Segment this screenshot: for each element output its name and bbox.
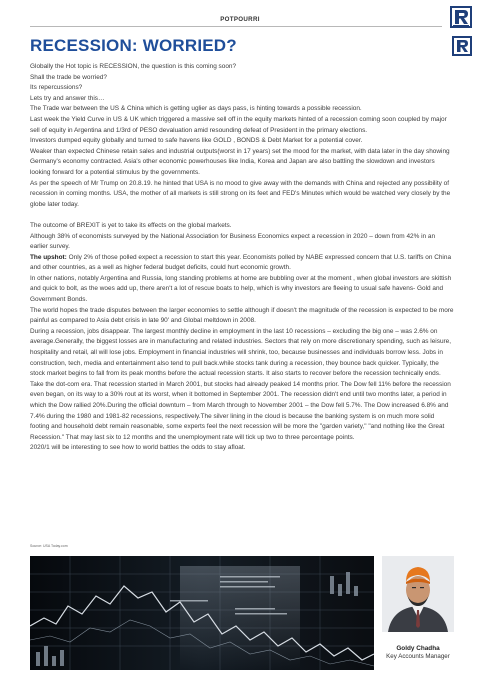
paragraph-spacer [30, 210, 454, 221]
paragraph: The outcome of BREXIT is yet to take its effects on the global markets. [30, 221, 232, 229]
stock-market-illustration [30, 556, 374, 670]
section-label: POTPOURRI [220, 16, 260, 23]
article-title: RECESSION: WORRIED? [30, 36, 237, 55]
author-portrait [382, 556, 454, 632]
paragraph: In other nations, notably Argentina and Russia, long standing problems at home are bubbling over at the moment , when global investors are skittish and quick to bolt, as the woes add up, there aren't a lot of rescue boats to help, which is why investors are fleeing to usual safe havens- Gold and Government Bonds. [30, 274, 452, 304]
paragraph: 2020/1 will be interesting to see how to world battles the odds to stay afloat. [30, 444, 246, 452]
paragraph: The world hopes the trade disputes between the larger economies to settle although if doesn't the magnitude of the recession is expected to be more painful as compared to Asia debt crisis in late 90' and Global meltdown in 2008. [30, 306, 454, 325]
paragraph: The Trade war between the US & China which is getting uglier as days pass, is hinting towards a possible recession. [30, 105, 362, 113]
upshot-label: The upshot: [30, 253, 67, 261]
paragraph: Last week the Yield Curve in US & UK which triggered a massive sell off in the equity markets hinted of a recession coming soon coupled by major sell of equity in Argentina and 1/3rd of PESO devaluation amid resounding defeat of President in the primary elections. [30, 115, 447, 134]
author-name: Goldy Chadha [396, 645, 440, 652]
paragraph: Take the dot-com era. That recession started in March 2001, but stocks had already peaked 14 months prior. The Dow fell 11% before the recession even began, on its way to a 30% rout at its worst, when it bottomed in September 2001. The recession didn't end until two months later, a period in which the Dow rallied 20%.During the official downturn – from March through to November 2001 – the Dow fell 5.7%. The Dow increased 6.8% and 7.4% during the 1980 and 1981-82 recessions, respectively.The silver lining in the cloud is because the banking system is on much more solid footing and household debt remain reasonable, some experts feel the next recession will be more the "garden variety," "and nothing like the Great Recession." That may last six to 12 months and the unemployment rate will tick up two to three percentage points. [30, 380, 451, 441]
paragraph: Weaker than expected Chinese retain sales and industrial outputs(worst in 17 years) set the mood for the market, with data later in the day showing Germany's economy contracted. Asia's other economic powerhouses like India, Korea and Japan are also battling the slowdown and investors looking forward for a potential stimulus by the governments. [30, 147, 450, 176]
paragraph: Shall the trade be worried? [30, 73, 107, 81]
paragraph: Lets try and answer this… [30, 94, 105, 102]
paragraph: During a recession, jobs disappear. The largest monthly decline in employment in the last 10 recessions – excluding the big one – was 2.6% on average.Generally, the biggest losses are in manufacturing and related industries. Sectors that rely on more discretionary spending, such as leisure, hospitality and retail, all will lose jobs. Employment in financial industries will shrink, too, because businesses and individuals borrow less. Jobs in construction, tech, media and entertainment also tend to pull back.while stocks tank during a recession, they bounce back quicker. Typically, the stock market begins to fall from its peak months before the actual recession starts. It also starts to recover before the recession technically ends. [30, 327, 452, 378]
paragraph: Globally the Hot topic is RECESSION, the question is this coming soon? [30, 63, 237, 70]
upshot-text: Only 2% of those polled expect a recession to start this year. Economists polled by NABE expressed concern that U.S. tariffs on China and other countries, as a well as higher federal budget deficits, could hurt economic growth. [30, 253, 452, 272]
page-header [0, 0, 480, 26]
publication-logo-small-icon [452, 36, 472, 56]
image-source-caption: Source: USA Today.com [30, 544, 68, 548]
upshot-paragraph [30, 253, 454, 274]
header-divider [30, 26, 442, 27]
article-body [30, 62, 454, 454]
author-role: Key Accounts Manager [386, 653, 450, 660]
author-photo [382, 556, 454, 632]
paragraph: Investors dumped equity globally and turned to safe havens like GOLD , BONDS & Debt Market for a potential cover. [30, 137, 363, 145]
publication-logo-icon [450, 6, 472, 28]
paragraph: As per the speech of Mr Trump on 20.8.19. he hinted that USA is no mood to give away with the demands with China and rejected any possibility of recession in coming months. USA, the mother of all markets is still strong on its feet and FED's Minutes which would be watched very closely by the globe later today. [30, 179, 451, 208]
stock-market-photo [30, 556, 374, 670]
paragraph: Although 38% of economists surveyed by the National Association for Business Economics expect a recession in 2020 – down from 42% in an earlier survey. [30, 232, 436, 251]
paragraph: Its repercussions? [30, 84, 83, 92]
